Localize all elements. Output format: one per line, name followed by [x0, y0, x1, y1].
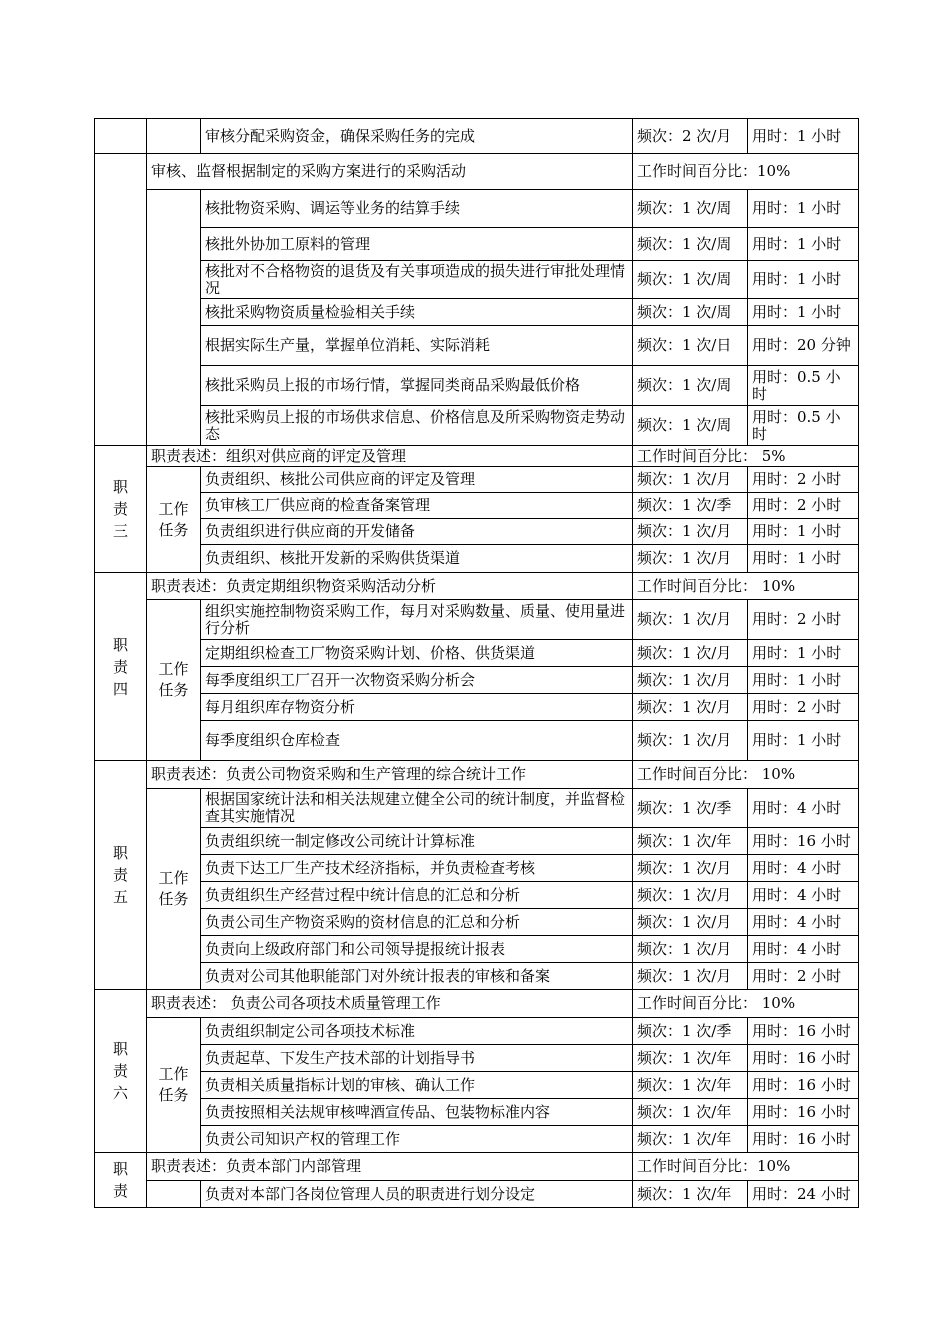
- table-row: [95, 640, 859, 667]
- task-description-text: 负责公司知识产权的管理工作: [205, 1129, 401, 1148]
- task-frequency-text: 频次：1 次/年: [637, 831, 732, 850]
- task-frequency: [633, 519, 748, 545]
- table-row: [95, 228, 859, 261]
- task-label: [147, 119, 201, 154]
- task-time: [748, 1126, 859, 1153]
- table-row: [95, 1045, 859, 1072]
- duty-statement-text: 职责表述：负责定期组织物资采购活动分析: [151, 576, 437, 595]
- task-frequency: [633, 721, 748, 761]
- task-frequency-text: 频次：1 次/年: [637, 1075, 732, 1094]
- task-description-text: 定期组织检查工厂物资采购计划、价格、供货渠道: [205, 643, 536, 662]
- task-description: [201, 855, 633, 882]
- task-frequency: [633, 545, 748, 573]
- task-frequency: [633, 909, 748, 936]
- task-frequency-text: 频次：2 次/月: [637, 126, 732, 145]
- task-time-text: 用时：16 小时: [752, 1021, 851, 1040]
- task-time-text: 用时：1 小时: [752, 731, 842, 749]
- task-description-text: 负责组织生产经营过程中统计信息的汇总和分析: [205, 885, 521, 904]
- task-description: [201, 936, 633, 963]
- task-description: [201, 1045, 633, 1072]
- summary-row: [95, 761, 859, 789]
- task-frequency: [633, 1099, 748, 1126]
- task-description-text: 审核分配采购资金，确保采购任务的完成: [205, 126, 476, 145]
- summary-row: [95, 446, 859, 467]
- task-time-text: 用时：16 小时: [752, 1129, 851, 1148]
- table-row: [95, 119, 859, 154]
- task-frequency: [633, 936, 748, 963]
- task-frequency: [633, 1045, 748, 1072]
- duty-statement-text: 职责表述：组织对供应商的评定及管理: [151, 446, 407, 465]
- section-label: [95, 446, 147, 573]
- table-row: [95, 190, 859, 228]
- task-label: [147, 1018, 201, 1153]
- task-label-text: 工作 任务: [158, 1065, 189, 1104]
- section-label-text: 职 责 六: [112, 1040, 128, 1102]
- task-frequency: [633, 694, 748, 721]
- table-row: [95, 366, 859, 406]
- task-label: [147, 600, 201, 761]
- task-frequency-text: 频次：1 次/周: [637, 376, 732, 394]
- task-description: [201, 963, 633, 990]
- task-frequency: [633, 963, 748, 990]
- task-time-text: 用时：1 小时: [752, 302, 842, 321]
- section-label-text: 职 责 五: [112, 844, 128, 906]
- task-time: [748, 1072, 859, 1099]
- table-row: [95, 667, 859, 694]
- summary-row: [95, 573, 859, 600]
- task-frequency-text: 频次：1 次/月: [637, 670, 732, 689]
- task-description: [201, 828, 633, 855]
- task-description: [201, 119, 633, 154]
- task-time: [748, 855, 859, 882]
- task-description-text: 负责对本部门各岗位管理人员的职责进行划分设定: [205, 1184, 536, 1203]
- task-description: [201, 493, 633, 519]
- task-frequency: [633, 855, 748, 882]
- task-description: [201, 694, 633, 721]
- task-description-text: 根据国家统计法和相关法规建立健全公司的统计制度，并监督检查其实施情况: [205, 790, 626, 825]
- time-percentage-text: 工作时间百分比：10%: [637, 1157, 791, 1175]
- task-time: [748, 326, 859, 366]
- time-percentage: [633, 1153, 859, 1181]
- task-time-text: 用时：2 小时: [752, 697, 842, 716]
- task-time-text: 用时：1 小时: [752, 199, 842, 217]
- time-percentage: [633, 990, 859, 1018]
- task-description: [201, 909, 633, 936]
- task-time-text: 用时：1 小时: [752, 643, 842, 662]
- task-time: [748, 667, 859, 694]
- table-row: [95, 936, 859, 963]
- task-time: [748, 545, 859, 573]
- table-row: [95, 1018, 859, 1045]
- task-time: [748, 1099, 859, 1126]
- task-frequency: [633, 1018, 748, 1045]
- task-frequency: [633, 1126, 748, 1153]
- task-description: [201, 789, 633, 828]
- duty-statement: [147, 154, 633, 190]
- task-time: [748, 519, 859, 545]
- task-frequency: [633, 493, 748, 519]
- time-percentage: [633, 761, 859, 789]
- task-time-text: 用时：1 小时: [752, 549, 842, 567]
- task-time: [748, 882, 859, 909]
- task-frequency: [633, 1181, 748, 1208]
- time-percentage-text: 工作时间百分比： 10%: [637, 994, 796, 1012]
- task-description-text: 负责对公司其他职能部门对外统计报表的审核和备案: [205, 966, 551, 985]
- task-frequency-text: 频次：1 次/月: [637, 470, 732, 488]
- task-frequency: [633, 640, 748, 667]
- task-description-text: 每季度组织仓库检查: [205, 731, 341, 749]
- task-description-text: 核批采购员上报的市场行情，掌握同类商品采购最低价格: [205, 376, 581, 394]
- task-frequency-text: 频次：1 次/周: [637, 302, 732, 321]
- task-time-text: 用时：20 分钟: [752, 336, 851, 354]
- task-frequency-text: 频次：1 次/月: [637, 522, 732, 540]
- task-description-text: 负责组织、核批开发新的采购供货渠道: [205, 549, 461, 567]
- task-frequency: [633, 366, 748, 406]
- task-time-text: 用时：2 小时: [752, 470, 842, 488]
- duty-statement-text: 职责表述：负责公司物资采购和生产管理的综合统计工作: [151, 765, 527, 783]
- task-frequency: [633, 667, 748, 694]
- task-frequency-text: 频次：1 次/月: [637, 549, 732, 567]
- task-description-text: 负责组织、核批公司供应商的评定及管理: [205, 470, 476, 488]
- time-percentage-text: 工作时间百分比： 10%: [637, 576, 796, 595]
- table-row: [95, 493, 859, 519]
- task-description-text: 负责公司生产物资采购的资材信息的汇总和分析: [205, 912, 521, 931]
- task-frequency-text: 频次：1 次/月: [637, 939, 732, 958]
- task-time: [748, 936, 859, 963]
- task-description-text: 负责相关质量指标计划的审核、确认工作: [205, 1075, 476, 1094]
- task-time-text: 用时：24 小时: [752, 1184, 851, 1203]
- task-frequency: [633, 467, 748, 493]
- task-frequency-text: 频次：1 次/年: [637, 1129, 732, 1148]
- job-duties-table: [94, 118, 859, 1208]
- task-description-text: 核批采购员上报的市场供求信息、价格信息及所采购物资走势动态: [205, 407, 626, 443]
- task-time-text: 用时：2 小时: [752, 496, 842, 514]
- task-description: [201, 640, 633, 667]
- summary-row: [95, 154, 859, 190]
- task-frequency: [633, 299, 748, 326]
- time-percentage-text: 工作时间百分比： 10%: [637, 765, 796, 783]
- task-description-text: 负责按照相关法规审核啤酒宣传品、包装物标准内容: [205, 1102, 551, 1121]
- table-row: [95, 882, 859, 909]
- task-frequency-text: 频次：1 次/周: [637, 234, 732, 253]
- section-label: [95, 154, 147, 446]
- task-description: [201, 366, 633, 406]
- task-frequency-text: 频次：1 次/月: [637, 885, 732, 904]
- task-description-text: 负责下达工厂生产技术经济指标，并负责检查考核: [205, 858, 536, 877]
- task-frequency-text: 频次：1 次/月: [637, 858, 732, 877]
- task-time: [748, 190, 859, 228]
- task-time-text: 用时：0.5 小时: [752, 367, 841, 403]
- task-time: [748, 493, 859, 519]
- task-time-text: 用时：1 小时: [752, 522, 842, 540]
- section-label-text: 职 责: [112, 1160, 128, 1200]
- task-frequency: [633, 789, 748, 828]
- table-row: [95, 326, 859, 366]
- task-frequency-text: 频次：1 次/季: [637, 1021, 732, 1040]
- table-row: [95, 1072, 859, 1099]
- table-row: [95, 963, 859, 990]
- task-time: [748, 261, 859, 299]
- task-time-text: 用时：1 小时: [752, 126, 842, 145]
- task-description: [201, 667, 633, 694]
- task-label: [147, 190, 201, 446]
- task-time-text: 用时：16 小时: [752, 1102, 851, 1121]
- table-row: [95, 299, 859, 326]
- task-description-text: 负责组织进行供应商的开发储备: [205, 522, 416, 540]
- task-frequency-text: 频次：1 次/月: [637, 966, 732, 985]
- task-frequency: [633, 882, 748, 909]
- task-description-text: 负责起草、下发生产技术部的计划指导书: [205, 1048, 476, 1067]
- table-row: [95, 467, 859, 493]
- task-time-text: 用时：2 小时: [752, 610, 842, 628]
- task-description-text: 根据实际生产量，掌握单位消耗、实际消耗: [205, 336, 491, 354]
- section-label-text: 职 责 四: [112, 635, 128, 698]
- section-label: [95, 990, 147, 1153]
- task-time: [748, 406, 859, 446]
- table-row: [95, 909, 859, 936]
- time-percentage: [633, 446, 859, 467]
- task-frequency: [633, 1072, 748, 1099]
- task-description: [201, 1072, 633, 1099]
- task-time: [748, 600, 859, 640]
- task-frequency-text: 频次：1 次/季: [637, 798, 732, 817]
- summary-row: [95, 1153, 859, 1181]
- task-description: [201, 1126, 633, 1153]
- table-row: [95, 406, 859, 446]
- task-label-text: 工作 任务: [158, 660, 189, 699]
- task-description-text: 核批采购物资质量检验相关手续: [205, 302, 416, 321]
- task-label: [147, 1181, 201, 1208]
- table-row: [95, 1099, 859, 1126]
- task-frequency: [633, 261, 748, 299]
- task-description: [201, 326, 633, 366]
- table-row: [95, 721, 859, 761]
- time-percentage-text: 工作时间百分比： 5%: [637, 446, 786, 465]
- duty-statement: [147, 1153, 633, 1181]
- task-time: [748, 1018, 859, 1045]
- section-label: [95, 1153, 147, 1208]
- task-description-text: 每季度组织工厂召开一次物资采购分析会: [205, 670, 476, 689]
- task-frequency-text: 频次：1 次/周: [637, 199, 732, 217]
- task-description: [201, 519, 633, 545]
- task-frequency-text: 频次：1 次/年: [637, 1184, 732, 1203]
- task-description-text: 核批物资采购、调运等业务的结算手续: [205, 199, 461, 217]
- task-time-text: 用时：4 小时: [752, 798, 842, 817]
- table-row: [95, 828, 859, 855]
- table-row: [95, 545, 859, 573]
- task-description-text: 负审核工厂供应商的检查备案管理: [205, 496, 431, 514]
- task-frequency: [633, 190, 748, 228]
- task-frequency-text: 频次：1 次/年: [637, 1048, 732, 1067]
- task-description-text: 组织实施控制物资采购工作，每月对采购数量、质量、使用量进行分析: [205, 601, 626, 637]
- task-time: [748, 228, 859, 261]
- task-frequency: [633, 828, 748, 855]
- task-description-text: 负责组织制定公司各项技术标准: [205, 1021, 416, 1040]
- task-time: [748, 694, 859, 721]
- task-time: [748, 467, 859, 493]
- task-frequency-text: 频次：1 次/月: [637, 610, 732, 628]
- duty-statement: [147, 446, 633, 467]
- task-frequency-text: 频次：1 次/周: [637, 416, 732, 434]
- task-description: [201, 261, 633, 299]
- task-frequency-text: 频次：1 次/周: [637, 270, 732, 288]
- task-time: [748, 909, 859, 936]
- task-label-text: 工作 任务: [158, 499, 189, 539]
- task-time-text: 用时：0.5 小时: [752, 407, 841, 443]
- duty-statement: [147, 990, 633, 1018]
- task-time: [748, 366, 859, 406]
- task-frequency-text: 频次：1 次/月: [637, 731, 732, 749]
- task-description-text: 负责组织统一制定修改公司统计计算标准: [205, 831, 476, 850]
- task-description-text: 核批外协加工原料的管理: [205, 234, 371, 253]
- task-time-text: 用时：1 小时: [752, 270, 842, 288]
- duty-statement: [147, 573, 633, 600]
- section-label: [95, 761, 147, 990]
- task-time-text: 用时：16 小时: [752, 831, 851, 850]
- task-description: [201, 1181, 633, 1208]
- task-description: [201, 228, 633, 261]
- task-time-text: 用时：4 小时: [752, 858, 842, 877]
- duty-statement: [147, 761, 633, 789]
- task-description: [201, 1099, 633, 1126]
- task-time-text: 用时：16 小时: [752, 1048, 851, 1067]
- summary-row: [95, 990, 859, 1018]
- task-label: [147, 467, 201, 573]
- table-row: [95, 855, 859, 882]
- task-frequency: [633, 326, 748, 366]
- task-description: [201, 882, 633, 909]
- task-frequency: [633, 119, 748, 154]
- time-percentage-text: 工作时间百分比：10%: [637, 162, 791, 180]
- task-label: [147, 789, 201, 990]
- task-frequency-text: 频次：1 次/季: [637, 496, 732, 514]
- section-label: [95, 119, 147, 154]
- task-frequency: [633, 600, 748, 640]
- table-row: [95, 694, 859, 721]
- duty-statement-text: 审核、监督根据制定的采购方案进行的采购活动: [151, 162, 467, 180]
- task-description: [201, 190, 633, 228]
- time-percentage: [633, 154, 859, 190]
- task-time-text: 用时：4 小时: [752, 939, 842, 958]
- time-percentage: [633, 573, 859, 600]
- task-frequency: [633, 228, 748, 261]
- table-row: [95, 519, 859, 545]
- task-time: [748, 640, 859, 667]
- task-frequency-text: 频次：1 次/日: [637, 336, 732, 354]
- task-frequency-text: 频次：1 次/月: [637, 697, 732, 716]
- task-description-text: 核批对不合格物资的退货及有关事项造成的损失进行审批处理情况: [205, 261, 626, 297]
- task-time: [748, 963, 859, 990]
- task-frequency-text: 频次：1 次/月: [637, 643, 732, 662]
- table-row: [95, 600, 859, 640]
- task-time-text: 用时：1 小时: [752, 670, 842, 689]
- task-description: [201, 600, 633, 640]
- task-frequency-text: 频次：1 次/年: [637, 1102, 732, 1121]
- duty-statement-text: 职责表述：负责本部门内部管理: [151, 1157, 362, 1175]
- table-row: [95, 789, 859, 828]
- task-time-text: 用时：2 小时: [752, 966, 842, 985]
- task-time-text: 用时：4 小时: [752, 912, 842, 931]
- task-label-text: 工作 任务: [158, 869, 189, 908]
- task-description: [201, 299, 633, 326]
- task-frequency: [633, 406, 748, 446]
- table-row: [95, 261, 859, 299]
- task-description: [201, 1018, 633, 1045]
- task-description: [201, 721, 633, 761]
- task-description: [201, 406, 633, 446]
- section-label: [95, 573, 147, 761]
- task-time: [748, 299, 859, 326]
- task-frequency-text: 频次：1 次/月: [637, 912, 732, 931]
- duty-statement-text: 职责表述： 负责公司各项技术质量管理工作: [151, 994, 441, 1012]
- task-time: [748, 119, 859, 154]
- task-time: [748, 721, 859, 761]
- task-description-text: 负责向上级政府部门和公司领导提报统计报表: [205, 939, 506, 958]
- task-time: [748, 1045, 859, 1072]
- task-description: [201, 545, 633, 573]
- task-time-text: 用时：4 小时: [752, 885, 842, 904]
- table-row: [95, 1126, 859, 1153]
- task-time: [748, 789, 859, 828]
- task-time-text: 用时：1 小时: [752, 234, 842, 253]
- section-label-text: 职 责 三: [112, 478, 128, 540]
- task-description: [201, 467, 633, 493]
- task-time: [748, 828, 859, 855]
- table-row: [95, 1181, 859, 1208]
- task-description-text: 每月组织库存物资分析: [205, 697, 356, 716]
- task-time: [748, 1181, 859, 1208]
- task-time-text: 用时：16 小时: [752, 1075, 851, 1094]
